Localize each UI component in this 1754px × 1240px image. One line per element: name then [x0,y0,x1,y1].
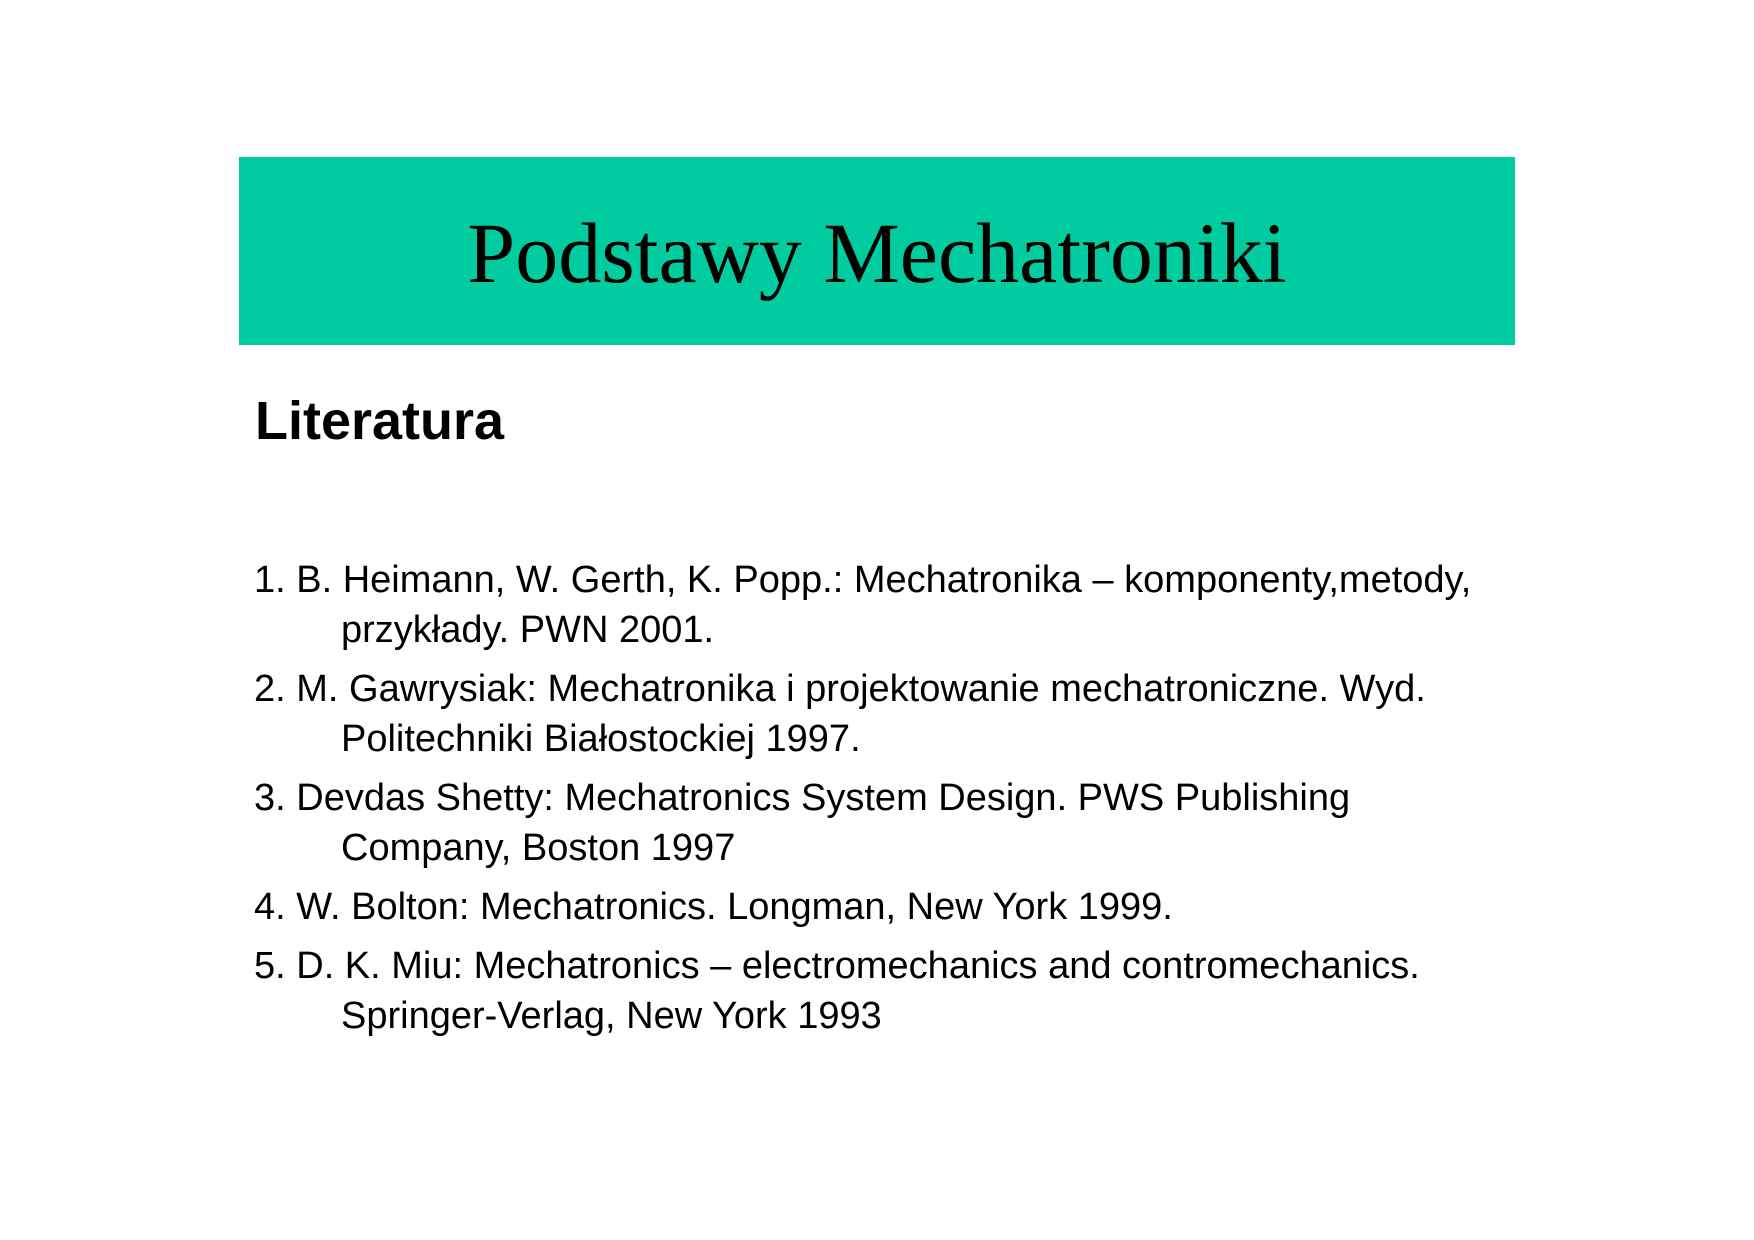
reference-item: 3. Devdas Shetty: Mechatronics System Design. PWS Publishing Company, Boston 1997 [254,777,1351,869]
reference-item: 2. M. Gawrysiak: Mechatronika i projektowanie mechatroniczne. Wyd. Politechniki Białostockiej 1997. [254,668,1426,760]
reference-list [254,555,1514,1050]
reference-item: 4. W. Bolton: Mechatronics. Longman, New York 1999. [254,886,1173,928]
section-heading: Literatura [255,391,505,451]
reference-item: 1. B. Heimann, W. Gerth, K. Popp.: Mechatronika – komponenty,metody, przykłady. PWN 2001. [254,559,1472,651]
page-title: Podstawy Mechatroniki [467,205,1287,301]
reference-item: 5. D. K. Miu: Mechatronics – electromechanics and contromechanics. Springer-Verlag, New York 1993 [254,945,1420,1037]
title-banner [239,157,1515,345]
